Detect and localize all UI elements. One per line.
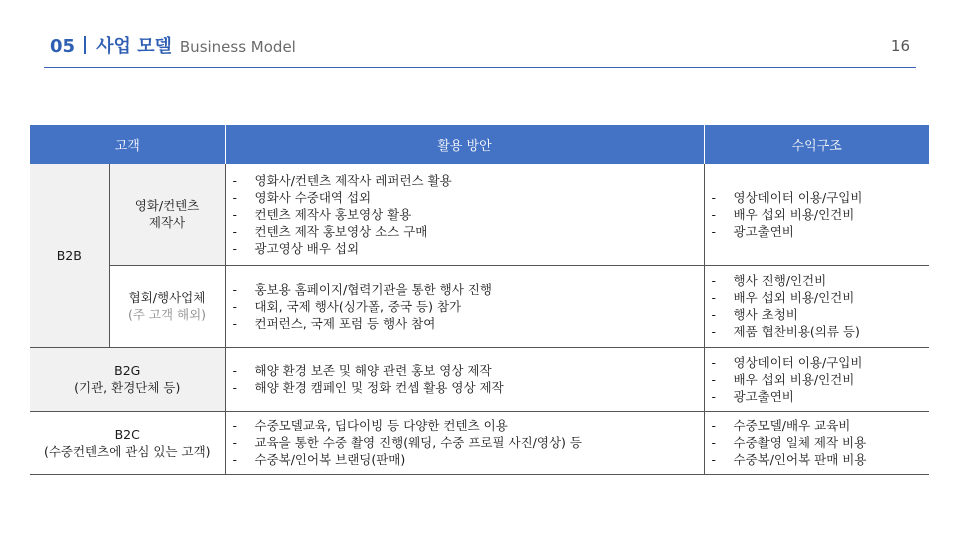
table-row — [30, 411, 929, 474]
list-item: - 행사 진행/인건비 — [712, 272, 929, 289]
revenue-cell — [704, 411, 929, 474]
list-item: - 배우 섭외 비용/인건비 — [712, 206, 929, 223]
revenue-cell — [704, 265, 929, 347]
list-item: - 영화사/컨텐츠 제작사 레퍼런스 활용 — [233, 172, 703, 189]
header-divider — [44, 67, 916, 68]
page-subtitle: Business Model — [179, 38, 296, 56]
b2b-sub-association — [109, 265, 225, 347]
list-item: - 제품 협찬비용(의류 등) — [712, 323, 929, 340]
page-number: 16 — [890, 37, 910, 55]
table-row — [30, 164, 929, 265]
list-item: - 수중촬영 일체 제작 비용 — [712, 434, 929, 451]
b2g-label — [30, 347, 225, 411]
revenue-cell — [704, 164, 929, 265]
list-item: - 광고출연비 — [712, 388, 929, 405]
b2b-label — [30, 164, 109, 347]
sub-label-line: 영화/컨텐츠 — [134, 198, 200, 214]
list-item: - 해양 환경 캠페인 및 정화 컨셉 활용 영상 제작 — [233, 379, 703, 396]
list-item: - 해양 환경 보존 및 해양 관련 홍보 영상 제작 — [233, 362, 703, 379]
list-item: - 수중복/인어복 판매 비용 — [712, 451, 929, 468]
list-item: - 컨텐츠 제작 홍보영상 소스 구매 — [233, 223, 703, 240]
slide-header — [50, 32, 296, 58]
list-item: - 홍보용 홈페이지/협력기관을 통한 행사 진행 — [233, 281, 703, 298]
list-item: - 광고영상 배우 섭외 — [233, 240, 703, 257]
b2b-label-text: B2B — [56, 247, 82, 263]
usage-cell — [225, 347, 704, 411]
usage-cell — [225, 164, 704, 265]
table-header-row — [30, 125, 929, 164]
usage-cell — [225, 265, 704, 347]
b2b-sub-film — [109, 164, 225, 265]
list-item: - 영화사 수중대역 섭외 — [233, 189, 703, 206]
b2c-label — [30, 411, 225, 474]
list-item: - 광고출연비 — [712, 223, 929, 240]
column-header-usage: 활용 방안 — [225, 125, 704, 164]
list-item: - 수중복/인어복 브랜딩(판매) — [233, 451, 703, 468]
column-header-customer: 고객 — [30, 125, 225, 164]
list-item: - 컨텐츠 제작사 홍보영상 활용 — [233, 206, 703, 223]
column-header-revenue: 수익구조 — [704, 125, 929, 164]
sub-label-line: (주 고객 해외) — [127, 307, 207, 322]
table-row — [30, 347, 929, 411]
list-item: - 교육을 통한 수중 촬영 진행(웨딩, 수중 프로필 사진/영상) 등 — [233, 434, 703, 451]
section-number: 05 — [50, 36, 76, 57]
business-model-table — [30, 125, 929, 475]
category-label-line: B2G — [114, 363, 141, 378]
sub-label-line: 제작사 — [148, 215, 186, 231]
category-label-line: (기관, 환경단체 등) — [74, 380, 181, 395]
table-row — [30, 265, 929, 347]
list-item: - 영상데이터 이용/구입비 — [712, 189, 929, 206]
list-item: - 배우 섭외 비용/인건비 — [712, 371, 929, 388]
list-item: - 컨퍼런스, 국제 포럼 등 행사 참여 — [233, 315, 703, 332]
list-item: - 수중모델/배우 교육비 — [712, 417, 929, 434]
list-item: - 대회, 국제 행사(싱가폴, 중국 등) 참가 — [233, 298, 703, 315]
category-label-line: (수중컨텐츠에 관심 있는 고객) — [43, 443, 211, 459]
sub-label-line: 협회/행사업체 — [128, 290, 206, 305]
category-label-line: B2C — [114, 426, 140, 442]
section-divider — [84, 36, 86, 54]
usage-cell — [225, 411, 704, 474]
list-item: - 수중모델교육, 딥다이빙 등 다양한 컨텐츠 이용 — [233, 417, 703, 434]
list-item: - 배우 섭외 비용/인건비 — [712, 289, 929, 306]
list-item: - 영상데이터 이용/구입비 — [712, 354, 929, 371]
revenue-cell — [704, 347, 929, 411]
list-item: - 행사 초청비 — [712, 306, 929, 323]
page-title: 사업 모델 — [96, 36, 172, 57]
